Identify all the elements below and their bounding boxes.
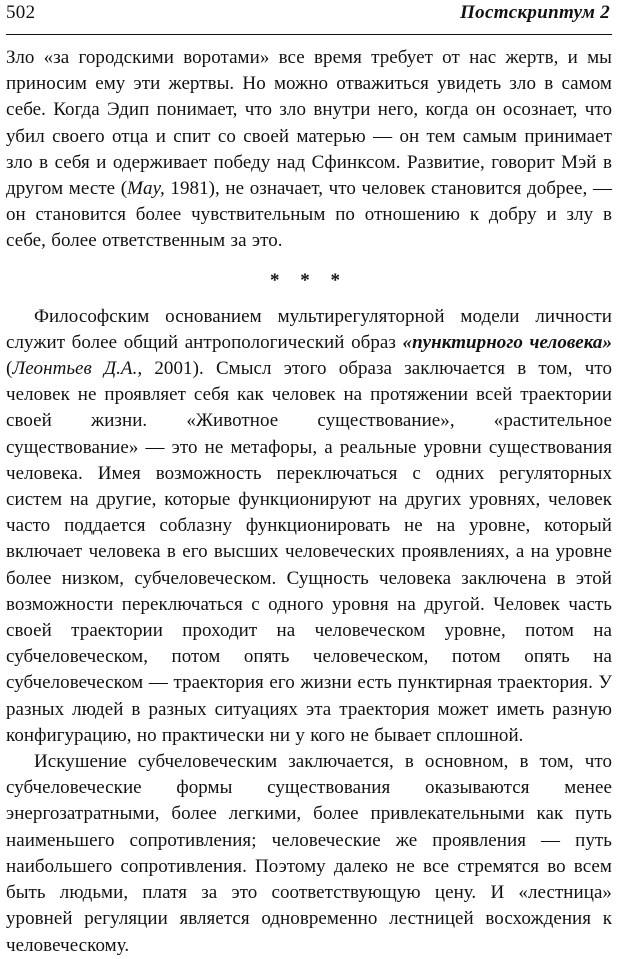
running-head: Постскриптум 2 (460, 2, 610, 23)
citation-may: May, (127, 178, 165, 200)
book-page (6, 0, 613, 956)
paragraph-1 (6, 45, 612, 255)
page-header (6, 0, 612, 35)
paragraph-3-text: Искушение субчеловеческим заключается, в основном, в том, что субчеловеческие формы существования оказываются менее энергозатратными, более легкими, более привлекательными как путь наименьшего сопротивления; человеческие же проявления — путь наибольшего сопротивления. Поэтому далеко не все стремятся во всем быть людьми, платя за это соответствующую цену. И «лестница» уровней регуляции является одновременно лестницей восхождения к человеческому. (6, 751, 612, 956)
paragraph-3 (6, 749, 612, 959)
term-dotted-human: «пунктирного человека» (402, 331, 613, 353)
paragraph-2-text-c: 2001). Смысл этого образа заключается в том, что человек не проявляет себя как человек на протяжении всей траектории своей жизни. «Животное существование», «растительное существование» — это не метафоры, а реальные уровни существования человека. Имея возможность переключаться с одних регуляторных систем на другие, которые функционируют на других уровнях, человек часто поддается соблазну функционировать не на уровне, который включает человека в его высших человеческих проявлениях, а на уровне более низком, субчеловеческом. Сущность человека заключена в этой возможности переключаться с одного уровня на другой. Человек часть своей траектории проходит на человеческом уровне, потом на субчеловеческом, потом опять человеческом, потом опять на субчеловеческом — траектория его жизни есть пунктирная траектория. У разных людей в разных ситуациях эта траектория может иметь разную конфигурацию, но практически ни у кого не бывает сплошной. (6, 358, 613, 746)
paragraph-2-text-a: Философским основанием мультирегуляторной модели личности служит более общий антропологический образ (6, 305, 612, 353)
citation-leontiev: Леонтьев Д.А., (12, 358, 143, 380)
paragraph-1-text-a: Зло «за городскими воротами» все время требует от нас жертв, и мы приносим ему эти жертвы. Но можно отважиться увидеть зло в самом себе. Когда Эдип понимает, что зло внутри него, когда он осознает, что убил своего отца и спит со своей матерью — он тем самым принимает зло в себя и одерживает победу над Сфинксом. Развитие, говорит Мэй в другом месте ( (6, 47, 612, 200)
section-separator: * * * (270, 269, 348, 291)
paragraph-2 (6, 304, 612, 749)
body-text (6, 45, 612, 959)
paragraph-1-text-b: 1981), не означает, что человек становится добрее, — он становится более чувствительным по отношению к добру и злу в себе, более ответственным за это. (6, 178, 612, 252)
paragraph-2-text-b: ( (6, 358, 13, 380)
page-number: 502 (6, 2, 36, 23)
